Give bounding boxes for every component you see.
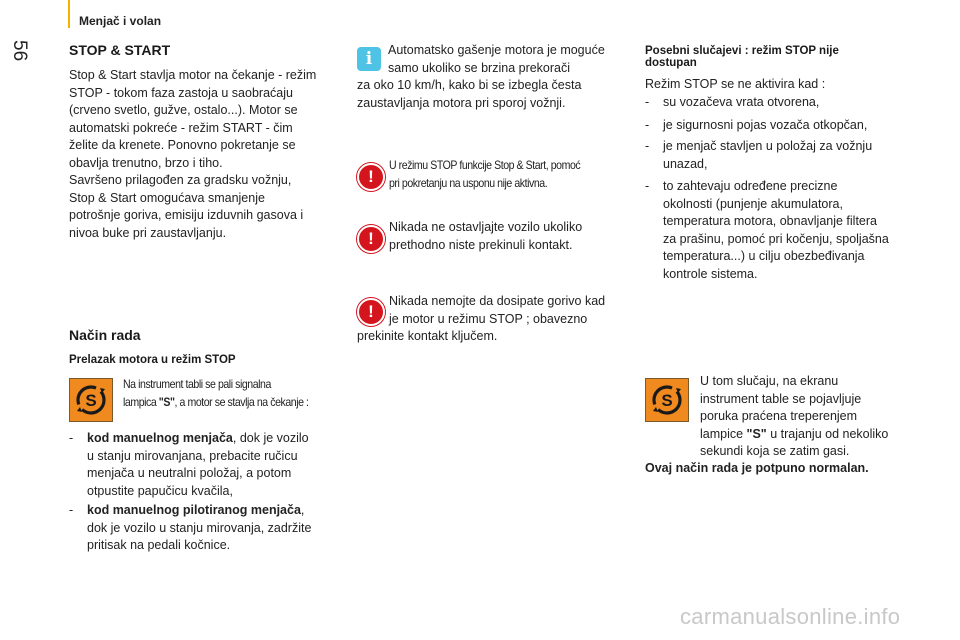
warning-note-contact: Nikada ne ostavljajte vozilo ukoliko prethodno niste prekinuli kontakt.	[389, 220, 583, 252]
warning-icon: !	[357, 225, 385, 253]
section-accent-bar	[68, 0, 70, 28]
indicator-text: Na instrument tabli se pali signalna lampica "S", a motor se stavlja na čekanje :	[123, 377, 309, 409]
page-number: 56	[9, 40, 30, 62]
special-cases-intro: Režim STOP se ne aktivira kad :	[645, 77, 826, 91]
stop-start-s-icon	[69, 378, 113, 422]
stop-subtitle: Prelazak motora u režim STOP	[69, 354, 236, 366]
svg-text:S: S	[85, 391, 97, 410]
stop-start-title: STOP & START	[69, 42, 171, 58]
section-title: Menjač i volan	[79, 14, 162, 28]
stop-start-s-warning-icon	[645, 378, 689, 422]
special-cases-title: Posebni slučajevi : režim STOP nije dostupan	[645, 45, 839, 69]
stop-start-intro: Stop & Start stavlja motor na čekanje - režim STOP - tokom faza zastoja u saobraćaju (crveno svetlo, gužve, ostalo...). Motor se automatski pokreće - režim START - čim želite da krenete. Ponovno pokretanje se obavlja trenutno, brzo i tiho. Savršeno prilagođen za gradsku vožnju, Stop & Start omogućava smanjenje potrošnje goriva, emisiju izduvnih gasova i nivoa buke pri zaustavljanju.	[69, 68, 317, 240]
svg-text:S: S	[661, 391, 673, 410]
info-icon: i	[357, 47, 381, 71]
warning-icon: !	[357, 298, 385, 326]
warning-note-refuel: Nikada nemojte da dosipate gorivo kad je motor u režimu STOP ; obavezno prekinite kontakt ključem.	[357, 294, 606, 343]
mode-title: Način rada	[69, 327, 141, 343]
normal-operation-note: Ovaj način rada je potpuno normalan.	[645, 461, 869, 475]
watermark: carmanualsonline.info	[680, 604, 901, 629]
display-message-note: U tom slučaju, na ekranu instrument table se pojavljuje poruka praćena treperenjem lampice "S" u trajanju od nekoliko sekundi koja se zatim gasi.	[700, 374, 889, 458]
info-note: Automatsko gašenje motora je moguće samo ukoliko se brzina prekorači za oko 10 km/h, kako bi se izbegla česta zaustavljanja motora pri sporoj vožnji.	[357, 43, 605, 110]
warning-icon: !	[357, 163, 385, 191]
warning-note-hill-assist: U režimu STOP funkcije Stop & Start, pomoć pri pokretanju na usponu nije aktivna.	[389, 158, 581, 190]
